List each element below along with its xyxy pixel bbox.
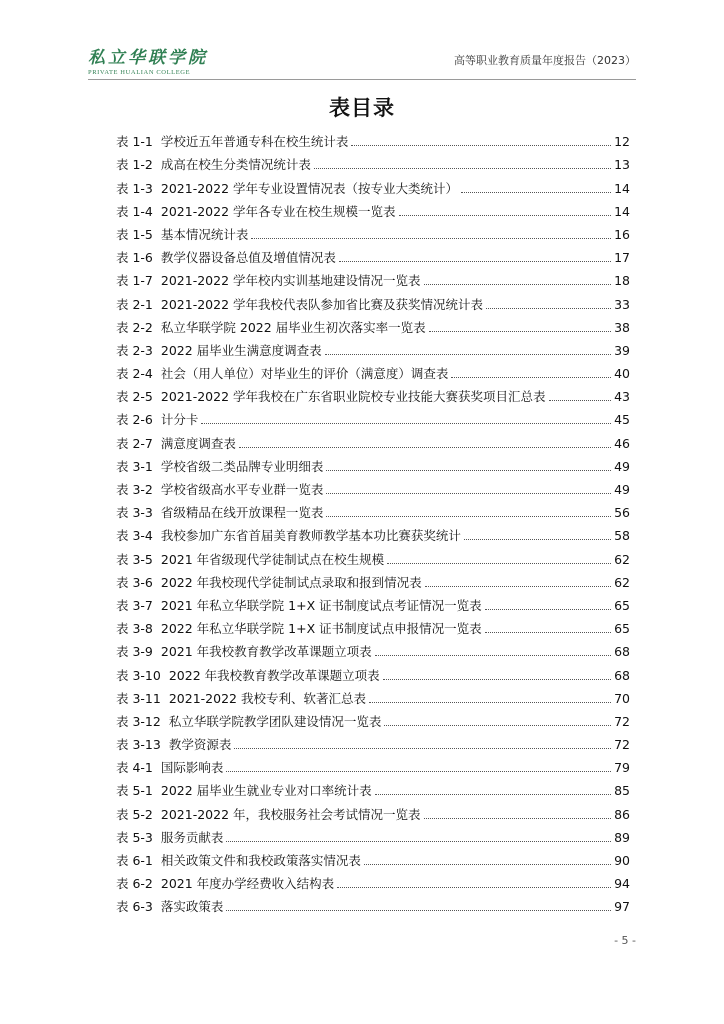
toc-entry-title: 2022 年我校现代学徒制试点录取和报到情况表 [160,574,422,590]
toc-entry[interactable] [116,336,630,359]
toc-entry-page: 89 [614,829,630,845]
toc-dot-leader [326,516,611,517]
toc-entry-page: 62 [614,551,630,567]
toc-entry-title: 2021 年省级现代学徒制试点在校生规模 [160,551,385,567]
toc-entry[interactable] [116,266,630,289]
toc-entry-page: 65 [614,597,630,613]
toc-entry[interactable] [116,382,630,405]
toc-entry-page: 43 [614,389,630,405]
toc-dot-leader [234,748,611,749]
toc-dot-leader [429,331,611,332]
toc-entry-page: 79 [614,760,630,776]
toc-dot-leader [326,470,611,471]
toc-entry[interactable] [116,823,630,846]
toc-entry[interactable] [116,637,630,660]
toc-dot-leader [251,238,611,239]
page-title: 表目录 [329,96,395,120]
toc-entry-number: 表 2-5 [116,389,153,405]
toc-entry-number: 表 3-3 [116,505,153,521]
toc-entry[interactable] [116,498,630,521]
toc-entry-number: 表 2-7 [116,435,153,451]
toc-entry[interactable] [116,591,630,614]
toc-entry-title: 教学资源表 [168,737,232,753]
toc-entry[interactable] [116,197,630,220]
toc-entry-page: 13 [614,157,630,173]
toc-entry-number: 表 1-6 [116,250,153,266]
toc-entry-number: 表 3-5 [116,551,153,567]
toc-entry-title: 计分卡 [160,412,199,428]
toc-entry-number: 表 5-1 [116,783,153,799]
toc-entry-page: 38 [614,319,630,335]
toc-dot-leader [461,192,611,193]
toc-entry-title: 国际影响表 [160,760,224,776]
toc-entry-number: 表 1-2 [116,157,153,173]
toc-entry-number: 表 3-11 [116,690,161,706]
toc-entry[interactable] [116,127,630,150]
toc-entry-title: 2021-2022 学年专业设置情况表（按专业大类统计） [160,180,458,196]
toc-entry[interactable] [116,220,630,243]
toc-entry-page: 72 [614,737,630,753]
toc-entry-title: 私立华联学院教学团队建设情况一览表 [168,713,382,729]
toc-entry-title: 学校省级高水平专业群一览表 [160,482,324,497]
toc-entry-page: 68 [614,644,630,660]
toc-entry-number: 表 1-3 [116,180,153,196]
toc-entry-number: 表 3-8 [116,621,153,637]
toc-entry-number: 表 6-2 [116,876,153,892]
toc-entry-title: 相关政策文件和我校政策落实情况表 [160,853,361,868]
toc-entry-number: 表 5-2 [116,806,153,822]
toc-entry-page: 33 [614,296,630,312]
toc-entry[interactable] [116,475,630,498]
toc-entry-page: 46 [614,435,630,451]
toc-dot-leader [387,563,611,564]
toc-entry-title: 学校省级二类品牌专业明细表 [160,458,324,474]
toc-entry-title: 2021-2022 年，我校服务社会考试情况一览表 [160,806,421,822]
toc-entry[interactable] [116,707,630,730]
toc-entry-page: 56 [614,505,630,521]
toc-entry-page: 97 [614,899,630,915]
toc-entry[interactable] [116,846,630,869]
toc-dot-leader [239,447,611,448]
toc-entry-title: 省级精品在线开放课程一览表 [160,505,324,521]
page-header [0,0,724,82]
toc-entry-title: 2022 届毕业生就业专业对口率统计表 [160,783,372,799]
toc-entry-title: 基本情况统计表 [160,226,249,242]
toc-dot-leader [364,864,611,865]
toc-dot-leader [375,794,611,795]
toc-entry[interactable] [116,313,630,336]
toc-dot-leader [201,423,611,424]
toc-entry[interactable] [116,869,630,892]
toc-entry-page: 49 [614,482,630,497]
toc-entry-page: 70 [614,690,630,706]
logo-english-name: PRIVATE HUALIAN COLLEGE [88,69,191,76]
toc-entry-page: 68 [614,667,630,683]
toc-entry-number: 表 1-7 [116,273,153,289]
toc-dot-leader [399,215,612,216]
college-logo [88,48,208,80]
toc-entry-page: 90 [614,853,630,868]
toc-dot-leader [424,284,612,285]
toc-entry[interactable] [116,452,630,475]
toc-dot-leader [226,910,611,911]
toc-entry-title: 2021-2022 学年校内实训基地建设情况一览表 [160,273,421,289]
toc-entry-page: 45 [614,412,630,428]
toc-entry-page: 16 [614,226,630,242]
toc-entry-title: 满意度调查表 [160,435,236,451]
toc-entry-number: 表 1-4 [116,203,153,219]
toc-dot-leader [375,655,611,656]
toc-entry[interactable] [116,521,630,544]
toc-entry-number: 表 2-4 [116,366,153,382]
toc-entry-page: 49 [614,458,630,474]
logo-chinese-name: 私立华联学院 [88,48,208,68]
toc-entry-number: 表 3-13 [116,737,161,753]
toc-entry-number: 表 2-3 [116,342,153,358]
toc-entry-number: 表 4-1 [116,760,153,776]
toc-dot-leader [384,725,611,726]
toc-entry-title: 2022 年私立华联学院 1+X 证书制度试点申报情况一览表 [160,621,482,637]
table-of-tables [116,127,630,915]
toc-entry-number: 表 6-1 [116,853,153,868]
toc-dot-leader [326,493,611,494]
toc-entry-number: 表 3-9 [116,644,153,660]
header-divider [88,79,636,80]
toc-entry-page: 58 [614,528,630,544]
toc-entry-title: 2021-2022 我校专利、软著汇总表 [168,690,366,706]
toc-entry-number: 表 3-2 [116,482,153,497]
toc-entry-title: 2021-2022 学年各专业在校生规模一览表 [160,203,396,219]
toc-entry-page: 85 [614,783,630,799]
toc-dot-leader [226,841,611,842]
toc-dot-leader [464,539,611,540]
toc-entry-number: 表 3-10 [116,667,161,683]
toc-entry-page: 14 [614,180,630,196]
toc-entry-title: 私立华联学院 2022 届毕业生初次落实率一览表 [160,319,426,335]
toc-dot-leader [337,887,611,888]
toc-entry-title: 2021-2022 学年我校代表队参加省比赛及获奖情况统计表 [160,296,483,312]
toc-dot-leader [314,168,611,169]
toc-entry-title: 服务贡献表 [160,829,224,845]
toc-entry-number: 表 5-3 [116,829,153,845]
toc-entry-page: 12 [614,134,630,150]
toc-entry[interactable] [116,405,630,428]
toc-entry-title: 我校参加广东省首届美育教师教学基本功比赛获奖统计 [160,528,461,544]
toc-entry-page: 17 [614,250,630,266]
toc-entry-number: 表 3-7 [116,597,153,613]
toc-entry-page: 65 [614,621,630,637]
toc-entry-number: 表 2-6 [116,412,153,428]
toc-entry-number: 表 6-3 [116,899,153,915]
toc-entry-title: 学校近五年普通专科在校生统计表 [160,134,349,150]
toc-entry[interactable] [116,544,630,567]
toc-entry-title: 教学仪器设备总值及增值情况表 [160,250,336,266]
toc-entry-title: 2021 年私立华联学院 1+X 证书制度试点考证情况一览表 [160,597,482,613]
toc-entry-number: 表 3-6 [116,574,153,590]
toc-entry-title: 落实政策表 [160,899,224,915]
toc-dot-leader [485,632,611,633]
toc-entry-title: 2021-2022 学年我校在广东省职业院校专业技能大赛获奖项目汇总表 [160,389,546,405]
toc-entry-page: 72 [614,713,630,729]
toc-entry-title: 2021 年我校教育教学改革课题立项表 [160,644,372,660]
toc-entry-number: 表 2-2 [116,319,153,335]
toc-entry[interactable] [116,892,630,915]
report-title: 高等职业教育质量年度报告（2023） [454,54,636,67]
toc-entry[interactable] [116,173,630,196]
toc-dot-leader [424,818,612,819]
toc-entry[interactable] [116,150,630,173]
toc-entry-page: 62 [614,574,630,590]
toc-entry-title: 2022 届毕业生满意度调查表 [160,342,322,358]
toc-dot-leader [485,609,611,610]
toc-dot-leader [369,702,611,703]
toc-entry-title: 成高在校生分类情况统计表 [160,157,311,173]
toc-entry-page: 39 [614,342,630,358]
toc-entry-title: 2021 年度办学经费收入结构表 [160,876,335,892]
toc-dot-leader [451,377,611,378]
page-number: - 5 - [614,934,636,947]
toc-entry[interactable] [116,359,630,382]
toc-entry[interactable] [116,243,630,266]
toc-entry[interactable] [116,730,630,753]
toc-entry[interactable] [116,799,630,822]
toc-entry-number: 表 3-12 [116,713,161,729]
toc-dot-leader [226,771,611,772]
toc-entry-page: 94 [614,876,630,892]
toc-entry[interactable] [116,289,630,312]
toc-entry-title: 2022 年我校教育教学改革课题立项表 [168,667,380,683]
toc-dot-leader [549,400,612,401]
toc-dot-leader [325,354,611,355]
toc-entry-number: 表 3-4 [116,528,153,544]
toc-entry-page: 14 [614,203,630,219]
toc-entry[interactable] [116,684,630,707]
toc-entry-title: 社会（用人单位）对毕业生的评价（满意度）调查表 [160,366,449,382]
toc-entry-number: 表 1-5 [116,226,153,242]
toc-entry[interactable] [116,660,630,683]
toc-dot-leader [383,679,611,680]
toc-entry-page: 40 [614,366,630,382]
toc-entry[interactable] [116,776,630,799]
toc-dot-leader [339,261,611,262]
toc-entry-page: 18 [614,273,630,289]
toc-entry-number: 表 2-1 [116,296,153,312]
toc-entry[interactable] [116,568,630,591]
toc-entry-number: 表 3-1 [116,458,153,474]
toc-dot-leader [486,308,611,309]
toc-entry-page: 86 [614,806,630,822]
toc-entry[interactable] [116,428,630,451]
toc-dot-leader [425,586,611,587]
toc-entry[interactable] [116,614,630,637]
toc-entry-number: 表 1-1 [116,134,153,150]
toc-entry[interactable] [116,753,630,776]
toc-dot-leader [351,145,611,146]
